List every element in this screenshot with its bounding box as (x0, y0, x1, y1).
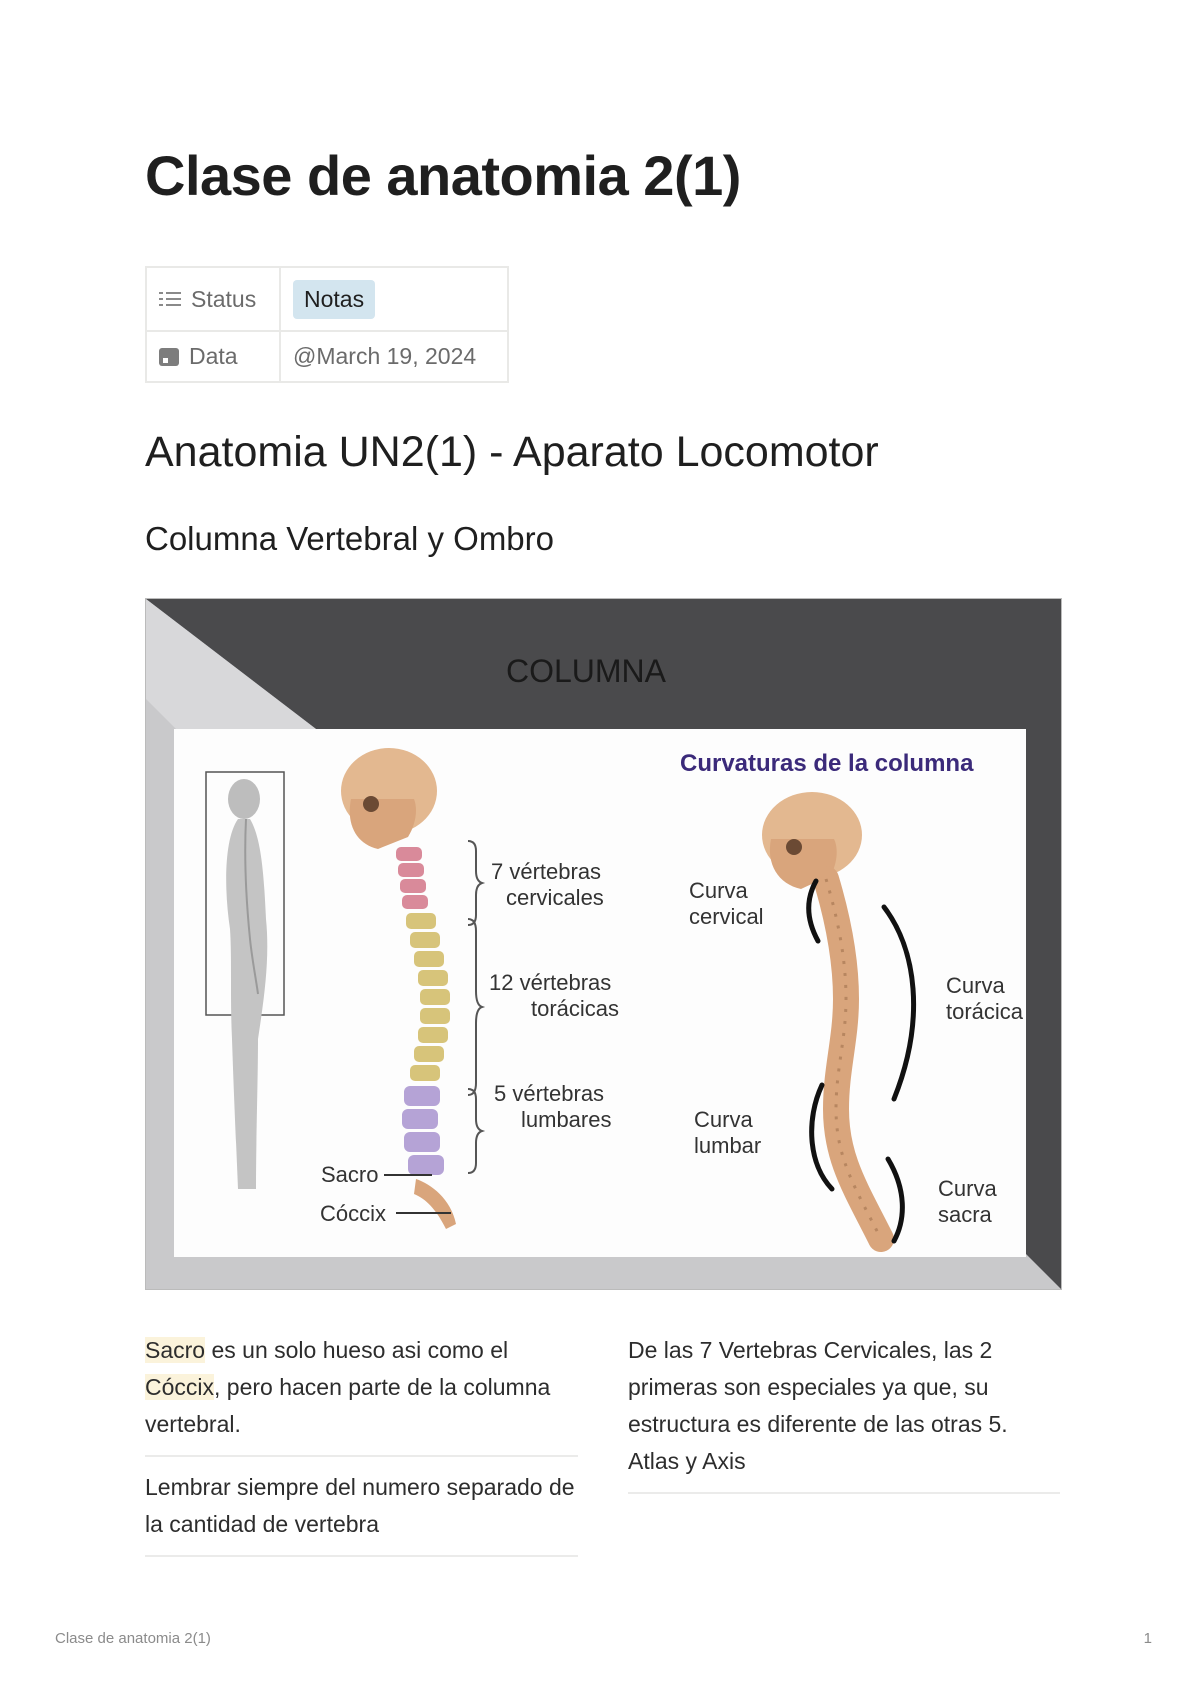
note-block (145, 1469, 578, 1557)
spine-figure (145, 598, 1062, 1290)
property-row-date (146, 331, 508, 382)
footer-page-number: 1 (1143, 1630, 1152, 1647)
label-thoracic-name: torácicas (531, 996, 620, 1021)
property-key-status: Status (191, 285, 257, 312)
label-lumbar-count: 5 vértebras (494, 1081, 605, 1106)
highlight-sacro: Sacro (145, 1337, 206, 1363)
label-coccix: Cóccix (320, 1201, 387, 1226)
label-curva-lumbar-2: lumbar (694, 1133, 762, 1158)
highlight-coccix: Cóccix (145, 1374, 215, 1400)
list-icon (159, 289, 181, 309)
label-cervical-name: cervicales (506, 885, 604, 910)
calendar-icon (159, 348, 179, 366)
figure-title: Curvaturas de la columna (680, 750, 974, 777)
banner-text: COLUMNA (505, 653, 667, 689)
notes-left-column (145, 1332, 578, 1569)
property-key-date: Data (189, 343, 238, 369)
status-tag[interactable]: Notas (293, 280, 375, 319)
notes-right-column (628, 1332, 1060, 1506)
date-value[interactable]: @March 19, 2024 (293, 343, 477, 369)
label-curva-cervical-2: cervical (689, 904, 764, 929)
note-text: , pero hacen parte de la columna vertebral. (145, 1374, 551, 1437)
property-row-status (146, 267, 508, 331)
label-curva-toracica-2: torácica (946, 999, 1024, 1024)
note-text: De las 7 Vertebras Cervicales, las 2 primeras son especiales ya que, su estructura es diferente de las otras 5. Atlas y Axis (628, 1337, 1008, 1474)
section-heading: Anatomia UN2(1) - Aparato Locomotor (145, 428, 879, 476)
label-thoracic-count: 12 vértebras (489, 970, 612, 995)
label-curva-cervical-1: Curva (689, 878, 748, 903)
label-sacro: Sacro (321, 1162, 379, 1187)
page-title: Clase de anatomia 2(1) (145, 144, 741, 207)
note-text: Lembrar siempre del numero separado de la cantidad de vertebra (145, 1474, 575, 1537)
note-text: es un solo hueso asi como el (205, 1337, 509, 1363)
note-block (628, 1332, 1060, 1494)
label-lumbar-name: lumbares (521, 1107, 612, 1132)
label-curva-lumbar-1: Curva (694, 1107, 753, 1132)
label-curva-sacra-2: sacra (938, 1202, 992, 1227)
section-subheading: Columna Vertebral y Ombro (145, 520, 555, 557)
label-curva-toracica-1: Curva (946, 973, 1005, 998)
note-block (145, 1332, 578, 1457)
label-cervical-count: 7 vértebras (491, 859, 602, 884)
footer-doc-title: Clase de anatomia 2(1) (55, 1630, 211, 1647)
properties-table (145, 266, 509, 383)
label-curva-sacra-1: Curva (938, 1176, 997, 1201)
